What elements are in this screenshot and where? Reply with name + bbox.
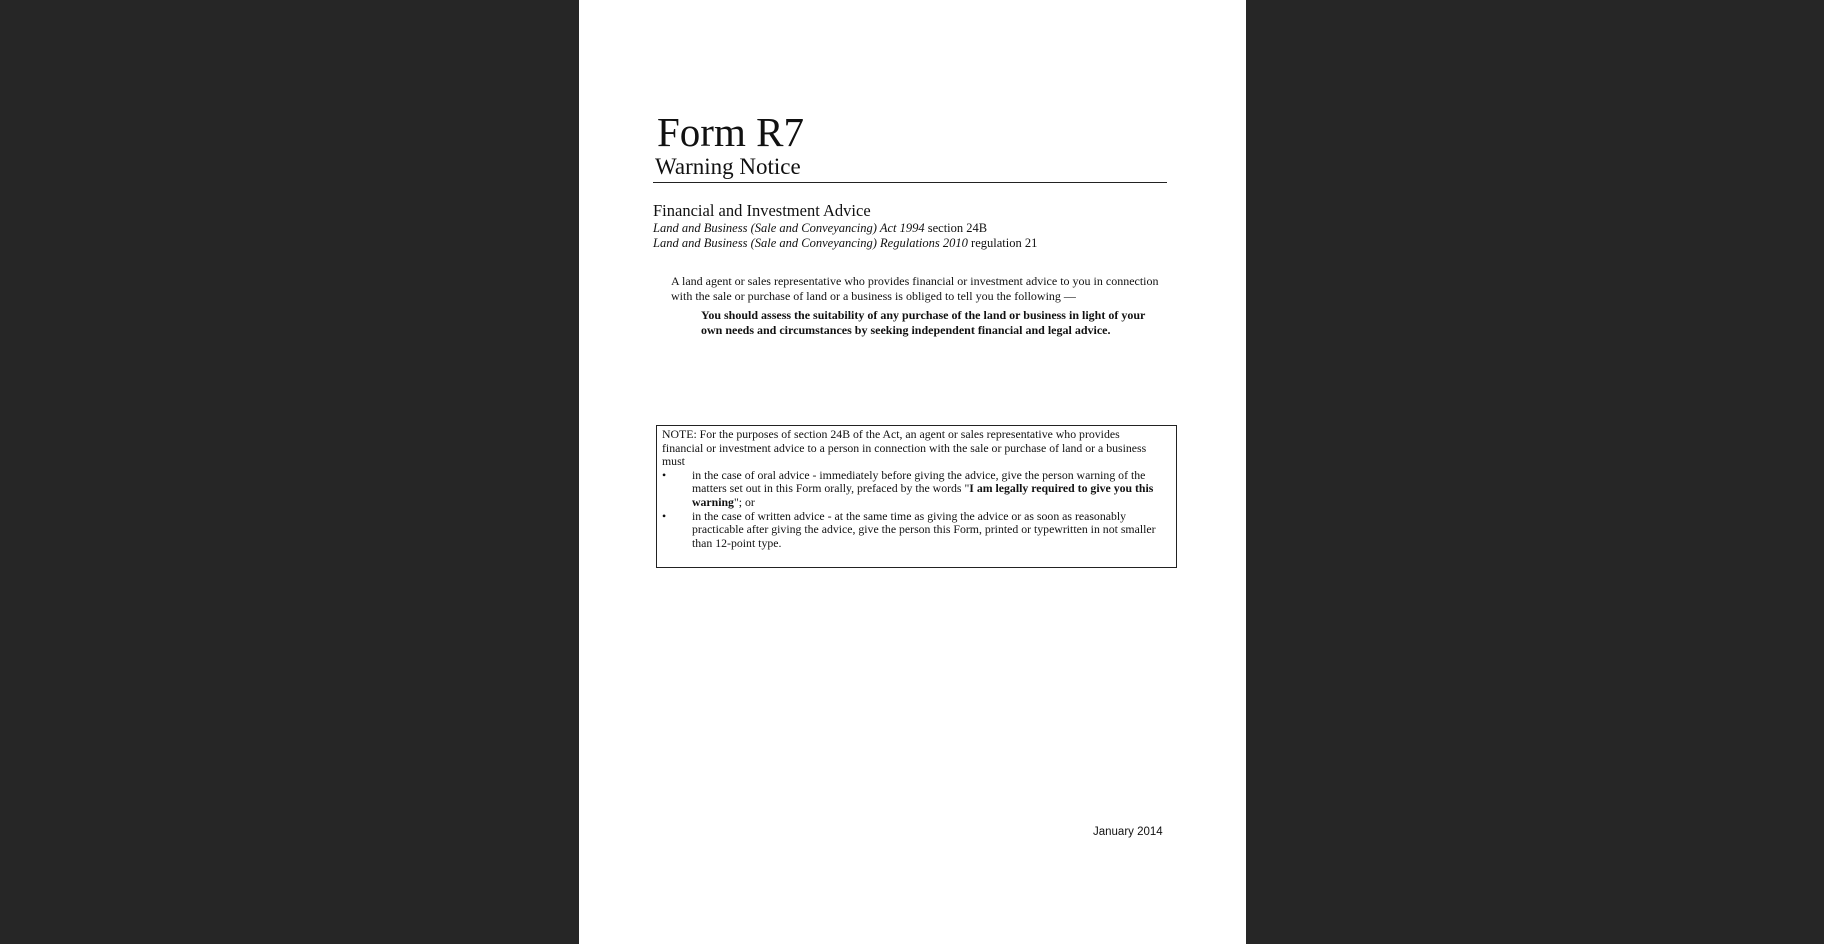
note-intro-line: NOTE: For the purposes of section 24B of the Act, an agent or sales representative who provides xyxy=(662,427,1120,441)
regulations-name: Land and Business (Sale and Conveyancing) Regulations 2010 xyxy=(653,236,968,250)
warning-line: own needs and circumstances by seeking independent financial and legal advice. xyxy=(701,322,1111,337)
note-item-line xyxy=(692,496,1171,510)
bullet-icon: • xyxy=(662,508,667,523)
legislation-reference-regulations xyxy=(653,236,1037,251)
note-item-line: in the case of written advice - at the same time as giving the advice or as soon as reasonably xyxy=(692,508,1127,523)
note-item-line: in the case of oral advice - immediately before giving the advice, give the person warning of the xyxy=(692,467,1146,482)
document-page xyxy=(579,0,1246,944)
note-item-text: matters set out in this Form orally, prefaced by the words " xyxy=(692,481,970,496)
intro-line: A land agent or sales representative who provides financial or investment advice to you in connection xyxy=(671,274,1159,288)
act-section: section 24B xyxy=(924,221,988,235)
note-intro-line: financial or investment advice to a person in connection with the sale or purchase of land or a business xyxy=(662,440,1147,455)
note-item-line: than 12-point type. xyxy=(692,535,782,550)
required-phrase-end: warning xyxy=(692,494,734,509)
footer-date: January 2014 xyxy=(1093,826,1163,838)
note-item-oral-advice xyxy=(662,469,1171,510)
section-heading: Financial and Investment Advice xyxy=(653,201,871,220)
warning-statement xyxy=(701,308,1171,337)
note-item-line: practicable after giving the advice, give the person this Form, printed or typewritten in not smaller xyxy=(692,522,1156,537)
note-item-line xyxy=(692,482,1171,496)
act-name: Land and Business (Sale and Conveyancing) Act 1994 xyxy=(653,221,925,235)
intro-line: with the sale or purchase of land or a business is obliged to tell you the following — xyxy=(671,288,1076,303)
title-divider xyxy=(653,182,1167,183)
form-title: Form R7 xyxy=(657,109,804,155)
note-item-text: "; or xyxy=(733,494,755,509)
warning-line: You should assess the suitability of any purchase of the land or business in light of your xyxy=(701,308,1146,322)
note-box xyxy=(656,425,1177,568)
form-subtitle: Warning Notice xyxy=(655,154,801,179)
intro-paragraph xyxy=(671,274,1181,303)
required-phrase: I am legally required to give you this xyxy=(969,481,1154,496)
legislation-reference-act xyxy=(653,221,987,236)
regulations-section: regulation 21 xyxy=(967,236,1038,250)
note-item-written-advice xyxy=(662,510,1171,551)
note-intro-line: must xyxy=(662,454,685,469)
bullet-icon: • xyxy=(662,467,667,482)
